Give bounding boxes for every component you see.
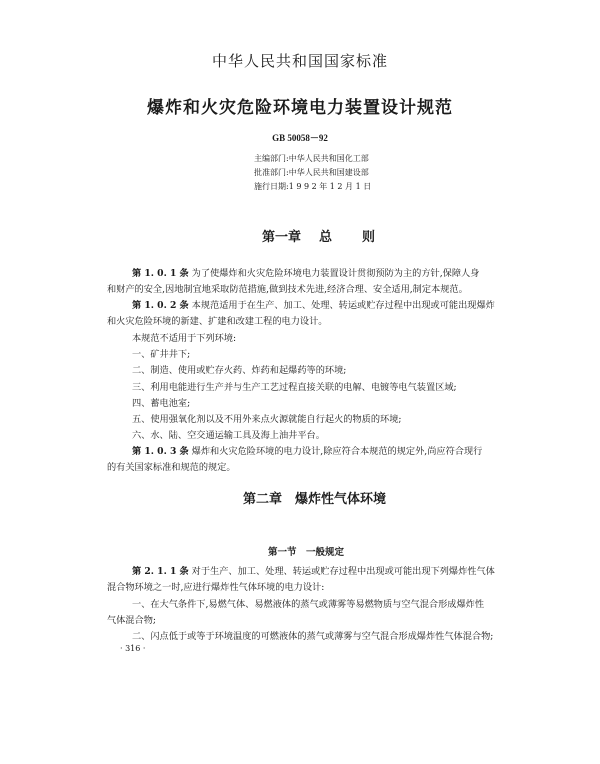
standard-org: 中华人民共和国国家标准 xyxy=(211,52,388,70)
chapter-2-heading: 第二章 爆炸性气体环境 xyxy=(243,492,387,507)
chapter-1-name-a: 总 xyxy=(319,230,333,245)
clause-1-0-1-cont: 和财产的安全,因地制宜地采取防范措施,做到技术先进,经济合理、安全适用,制定本规范。 xyxy=(107,284,468,295)
effective-date: 施行日期:1 9 9 2 年 1 2 月 1 日 xyxy=(254,182,372,191)
section-1-heading: 第一节 一般规定 xyxy=(268,547,345,558)
clause-1-0-3 xyxy=(132,444,552,460)
chapter-1-label: 第一章 xyxy=(262,230,302,245)
chapter-1-name-b: 则 xyxy=(362,230,376,245)
exclusion-item: 四、蓄电池室; xyxy=(132,398,191,409)
lead-department: 主编部门:中华人民共和国化工部 xyxy=(254,154,369,163)
clause-text: 对于生产、加工、处理、转运或贮存过程中出现或可能出现下列爆炸性气体 xyxy=(191,566,495,577)
clause-2-1-1-item-cont: 气体混合物; xyxy=(107,615,157,626)
clause-2-1-1-item: 一、在大气条件下,易燃气体、易燃液体的蒸气或薄雾等易燃物质与空气混合形成爆炸性 xyxy=(132,599,485,610)
standard-code: GB 50058－92 xyxy=(272,133,328,143)
exclusion-item: 六、水、陆、空交通运输工具及海上油井平台。 xyxy=(132,430,325,441)
clause-1-0-2 xyxy=(132,298,552,314)
clause-text: 爆炸和火灾危险环境的电力设计,除应符合本规范的规定外,尚应符合现行 xyxy=(191,446,483,457)
exclusion-item: 五、使用强氧化剂以及不用外来点火源就能自行起火的物质的环境; xyxy=(132,414,402,425)
clause-text: 为了使爆炸和火灾危险环境电力装置设计贯彻预防为主的方针,保障人身 xyxy=(191,268,480,279)
clause-1-0-1 xyxy=(132,266,552,282)
chapter-1-heading xyxy=(262,226,375,245)
exclusion-item: 一、矿井井下; xyxy=(132,349,191,360)
clause-text: 本规范适用于在生产、加工、处理、转运或贮存过程中出现或可能出现爆炸 xyxy=(191,300,495,311)
page-number: · 316 · xyxy=(120,644,146,653)
clause-1-0-3-cont: 的有关国家标准和规范的规定。 xyxy=(107,462,236,473)
exclusion-item: 三、利用电能进行生产并与生产工艺过程直接关联的电解、电镀等电气装置区域; xyxy=(132,382,457,393)
clause-number: 第 1. 0. 2 条 xyxy=(132,300,189,311)
clause-number: 第 1. 0. 1 条 xyxy=(132,268,189,279)
document-title: 爆炸和火灾危险环境电力装置设计规范 xyxy=(147,98,453,118)
clause-1-0-2-cont: 和火灾危险环境的新建、扩建和改建工程的电力设计。 xyxy=(107,316,328,327)
approval-department: 批准部门:中华人民共和国建设部 xyxy=(254,168,369,177)
exclusion-intro: 本规范不适用于下列环境: xyxy=(132,333,237,344)
clause-2-1-1-item: 二、闪点低于或等于环境温度的可燃液体的蒸气或薄雾与空气混合形成爆炸性气体混合物; xyxy=(132,631,494,642)
clause-2-1-1 xyxy=(132,564,552,580)
exclusion-item: 二、制造、使用或贮存火药、炸药和起爆药等的环境; xyxy=(132,365,347,376)
clause-number: 第 2. 1. 1 条 xyxy=(132,566,189,577)
clause-2-1-1-cont: 混合物环境之一时,应进行爆炸性气体环境的电力设计: xyxy=(107,582,325,593)
clause-number: 第 1. 0. 3 条 xyxy=(132,446,189,457)
